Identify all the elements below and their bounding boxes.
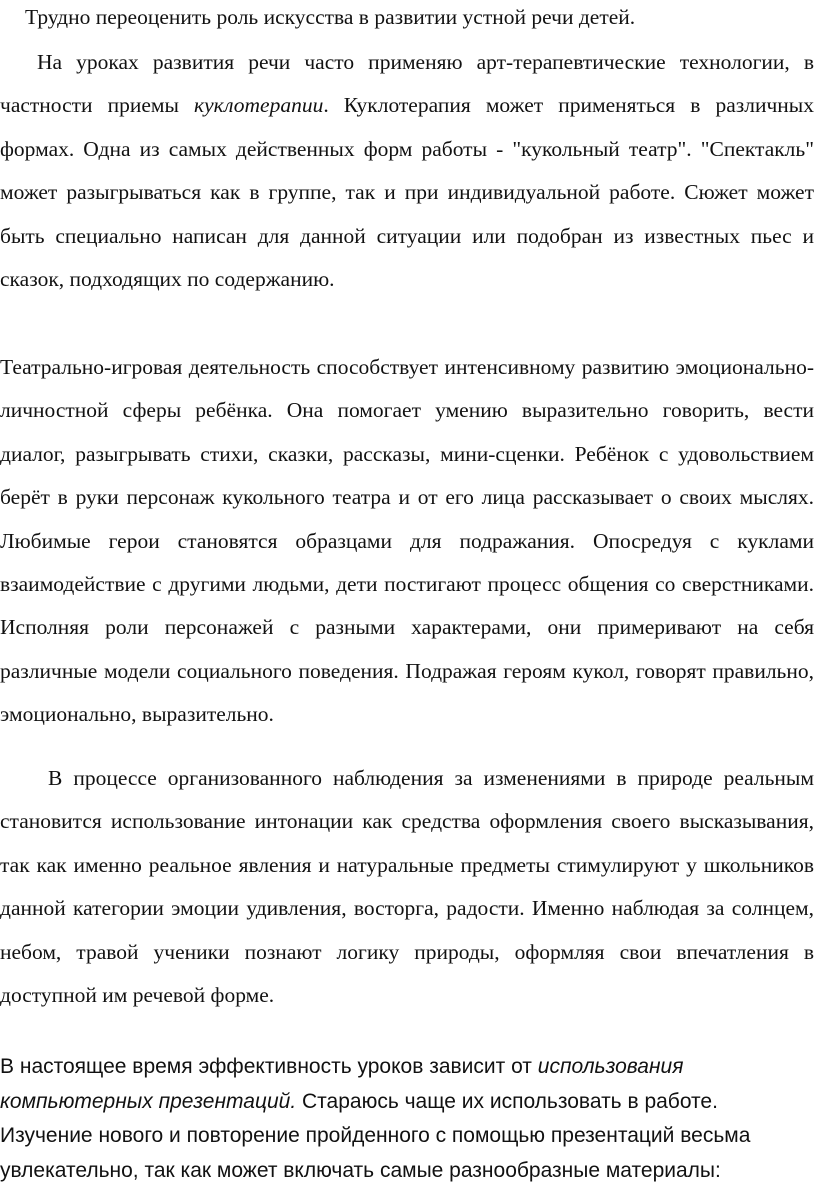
paragraph-presentations-text-start: В настоящее время эффективность уроков зависит от <box>0 1055 538 1078</box>
paragraph-puppet-therapy <box>0 41 814 301</box>
paragraph-nature-observation: В процессе организованного наблюдения за изменениями в природе реальным становится использование интонации как средства оформления своего высказывания, так как именно реальное явления и натуральные предметы стимулируют у школьников данной категории эмоции удивления, восторга, радости. Именно наблюдая за солнцем, небом, травой ученики познают логику природы, оформляя свои впечатления в доступной им речевой форме. <box>0 766 814 1008</box>
paragraph-theatre-activity: Театрально-игровая деятельность способствует интенсивному развитию эмоционально-личностной сферы ребёнка. Она помогает умению выразительно говорить, вести диалог, разыгрывать стихи, сказки, рассказы, мини-сценки. Ребёнок с удовольствием берёт в руки персонаж кукольного театра и от его лица рассказывает о своих мыслях. Любимые герои становятся образцами для подражания. Опосредуя с куклами взаимодействие с другими людьми, дети постигают процесс общения со сверстниками. Исполняя роли персонажей с разными характерами, они примеривают на себя различные модели социального поведения. Подражая героям кукол, говорят правильно, эмоционально, выразительно. <box>0 355 814 727</box>
term-computer-presentations: использования компьютерных презентаций. <box>0 1055 684 1113</box>
paragraph-intro: Трудно переоценить роль искусства в развитии устной речи детей. <box>25 5 636 29</box>
paragraph-presentations <box>0 1050 814 1188</box>
paragraph-puppet-therapy-text-end: . Куклотерапия может применяться в различных формах. Одна из самых действенных форм работы - "кукольный театр". "Спектакль" может разыгрываться как в группе, так и при индивидуальной работе. Сюжет может быть специально написан для данной ситуации или подобран из известных пьес и сказок, подходящих по содержанию. <box>0 93 815 292</box>
paragraph-puppet-therapy-text-start: На уроках развития речи часто применяю арт-терапевтические технологии, в частности приемы <box>0 50 814 118</box>
paragraph-presentations-text-end: Стараюсь чаще их использовать в работе. Изучение нового и повторение пройденного с помощью презентаций весьма увлекательно, так как может включать самые разнообразные материалы: <box>0 1089 751 1182</box>
term-puppet-therapy: куклотерапии <box>194 93 324 118</box>
